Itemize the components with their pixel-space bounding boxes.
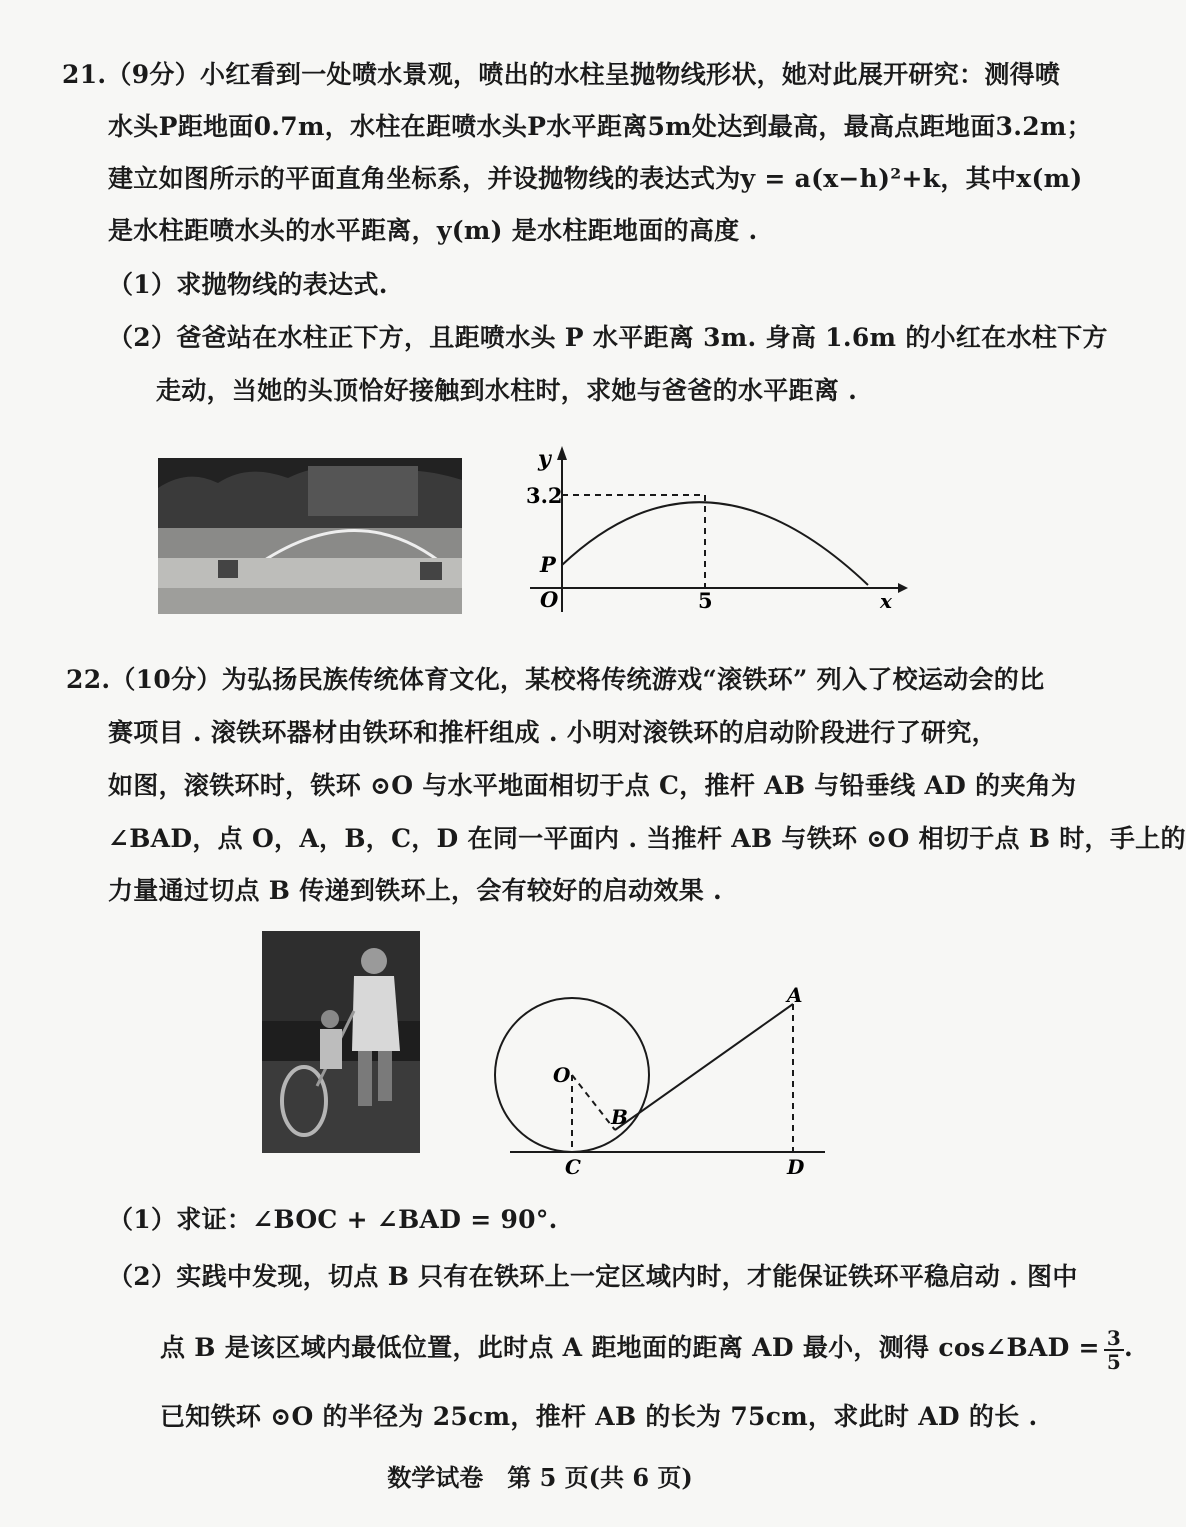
label-o: O <box>553 1063 571 1087</box>
q22-text-5: 力量通过切点 B 传递到铁环上，会有较好的启动效果 . <box>108 876 723 905</box>
origin-label: O <box>540 587 559 612</box>
label-a: A <box>787 983 803 1007</box>
label-d: D <box>787 1155 805 1179</box>
q21-points: （9分） <box>106 60 201 89</box>
q22-text-2: 赛项目 . 滚铁环器材由铁环和推杆组成 . 小明对滚铁环的启动阶段进行了研究， <box>108 718 997 747</box>
y-axis-label: y <box>538 446 551 472</box>
parabola-graph <box>520 442 910 622</box>
q22-part2-line3: 已知铁环 ⊙O 的半径为 25cm，推杆 AB 的长为 75cm，求此时 AD 的长 . <box>160 1402 1038 1431</box>
label-b: B <box>611 1105 628 1129</box>
y-tick-label: 3.2 <box>526 483 563 508</box>
q22-points: （10分） <box>110 665 222 694</box>
q22-text-4: ∠BAD，点 O，A，B，C，D 在同一平面内 . 当推杆 AB 与铁环 ⊙O 相切于点 B 时，手上的 <box>108 824 1186 853</box>
cos-fraction <box>1104 1327 1124 1373</box>
q22-part1: （1）求证：∠BOC + ∠BAD = 90°. <box>108 1205 558 1234</box>
q22-line1 <box>66 665 1044 695</box>
q21-text-1: 小红看到一处喷水景观，喷出的水柱呈抛物线形状，她对此展开研究：测得喷 <box>200 60 1061 89</box>
q21-text-4: 是水柱距喷水头的水平距离，y(m) 是水柱距地面的高度 . <box>108 216 758 245</box>
fraction-numerator: 3 <box>1104 1327 1124 1351</box>
q21-text-3: 建立如图所示的平面直角坐标系，并设抛物线的表达式为y = a(x−h)²+k，其中x(m) <box>108 164 1083 193</box>
radius-ob-dashed <box>572 1075 615 1130</box>
q22-number: 22. <box>66 665 111 694</box>
x-tick-label: 5 <box>698 588 713 613</box>
x-axis-arrow-icon <box>898 583 908 593</box>
hoop-photo <box>262 931 420 1153</box>
fraction-period: . <box>1124 1333 1134 1362</box>
q22-text-1: 为弘扬民族传统体育文化，某校将传统游戏“滚铁环” 列入了校运动会的比 <box>221 665 1045 694</box>
q22-part2-line2-wrap <box>160 1325 1133 1373</box>
fraction-denominator: 5 <box>1106 1349 1122 1374</box>
q21-text-2: 水头P距地面0.7m，水柱在距喷水头P水平距离5m处达到最高，最高点距地面3.2m； <box>108 112 1092 141</box>
hoop-photo-image <box>262 931 420 1153</box>
q21-part1: （1）求抛物线的表达式. <box>108 270 388 299</box>
q21-number: 21. <box>62 60 107 89</box>
q21-line1 <box>62 60 1060 90</box>
q21-part2-line2: 走动，当她的头顶恰好接触到水柱时，求她与爸爸的水平距离 . <box>156 376 858 405</box>
hoop-diagram <box>495 982 825 1182</box>
page-footer: 数学试卷 第 5 页(共 6 页) <box>387 1463 693 1492</box>
q22-part2-line1: （2）实践中发现，切点 B 只有在铁环上一定区域内时，才能保证铁环平稳启动 . 图中 <box>108 1262 1078 1291</box>
push-rod-ab <box>615 1004 793 1130</box>
q22-part2-line2: 点 B 是该区域内最低位置，此时点 A 距地面的距离 AD 最小，测得 cos∠BAD = <box>160 1333 1100 1362</box>
fountain-photo-image <box>158 458 462 614</box>
p-label: P <box>540 552 556 577</box>
y-axis-arrow-icon <box>557 446 567 460</box>
parabola-curve <box>562 502 868 585</box>
q21-part2-line1: （2）爸爸站在水柱正下方，且距喷水头 P 水平距离 3m. 身高 1.6m 的小红在水柱下方 <box>108 323 1108 352</box>
fountain-photo <box>158 458 462 614</box>
q22-text-3: 如图，滚铁环时，铁环 ⊙O 与水平地面相切于点 C，推杆 AB 与铅垂线 AD 的夹角为 <box>108 771 1077 800</box>
label-c: C <box>565 1155 581 1179</box>
x-axis-label: x <box>880 589 892 613</box>
